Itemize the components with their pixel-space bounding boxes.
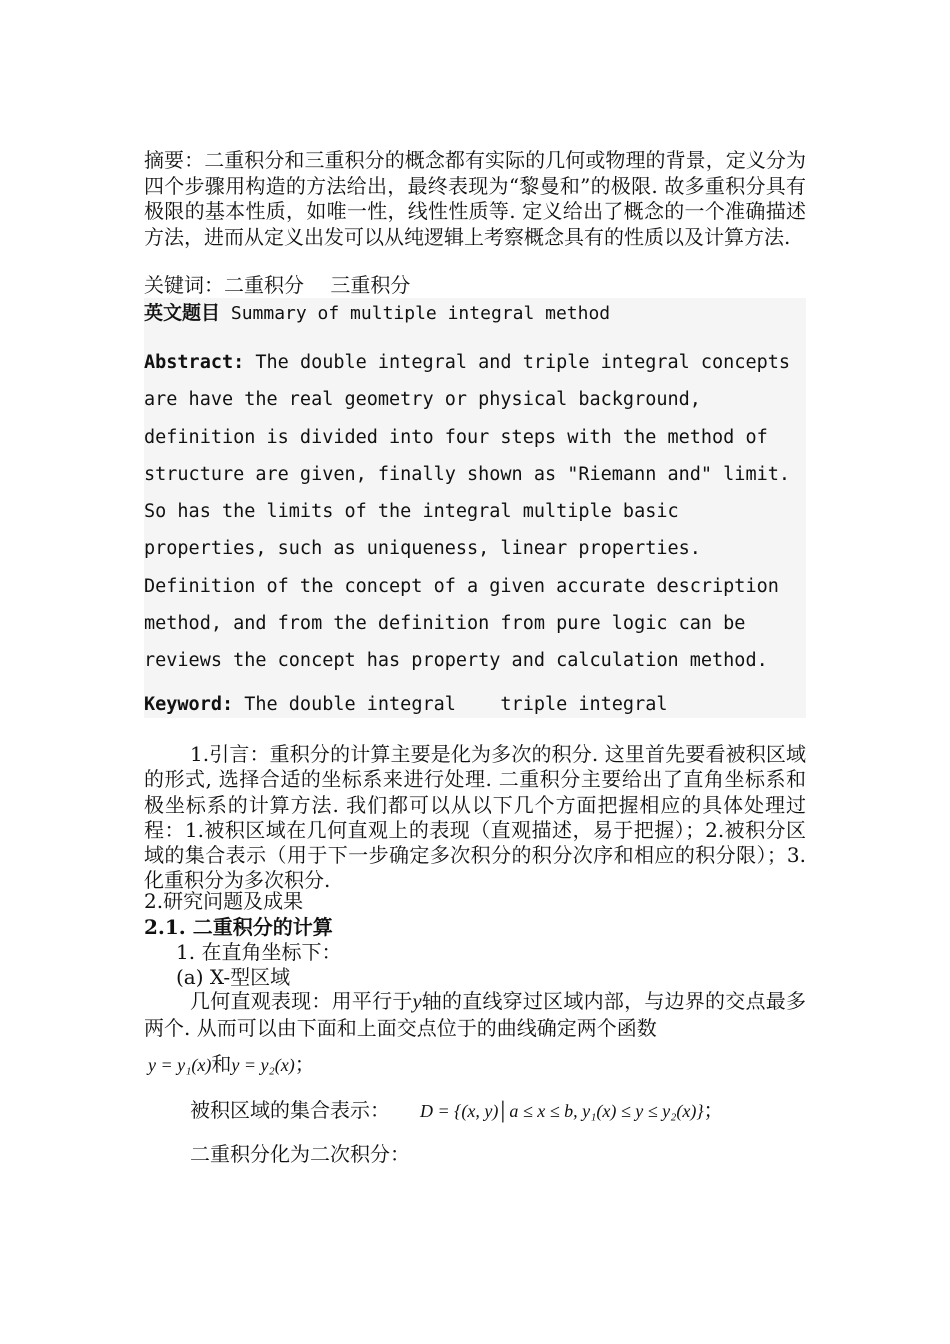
- english-abstract-label: Abstract:: [144, 352, 245, 373]
- set-formula: D = {(x, y)│a ≤ x ≤ b, y₁(x) ≤ y ≤ y₂(x)}: [420, 1101, 704, 1121]
- section-2-title: 2.研究问题及成果: [144, 889, 304, 913]
- chinese-abstract: [144, 148, 806, 250]
- english-title-label: 英文题目: [144, 302, 221, 324]
- section-2-1-heading: 2.1. 二重积分的计算: [144, 915, 333, 939]
- english-keyword-text: The double integral triple integral: [233, 694, 668, 715]
- keywords-items: 二重积分 三重积分: [224, 273, 411, 297]
- introduction-paragraph: 1.引言：重积分的计算主要是化为多次的积分. 这里首先要看被积区域的形式, 选择合适的坐标系来进行处理. 二重积分主要给出了直角坐标系和极坐标系的计算方法. 我们都可以从以下几个方面把握相应的具体处理过程：1.被积区域在几何直观上的表现（直观描述，易于把握）；2.被积分区域的集合表示（用于下一步确定多次积分的积分次序和相应的积分限）；3.化重积分为多次积分.: [144, 742, 806, 893]
- set-end: ；: [703, 1098, 724, 1122]
- formula-y2: y = y₂(x): [231, 1055, 295, 1075]
- chinese-keywords: [144, 273, 806, 298]
- abstract-text: 二重积分和三重积分的概念都有实际的几何或物理的背景，定义分为四个步骤用构造的方法给出，最终表现为“黎曼和”的极限. 故多重积分具有极限的基本性质，如唯一性，线性性质等. 定义给出了概念的一个准确描述方法，进而从定义出发可以从纯逻辑上考察概念具有的性质以及计算方法.: [144, 148, 806, 249]
- english-keywords: [144, 693, 806, 717]
- english-title: [144, 300, 806, 326]
- keywords-label: 关键词：: [144, 273, 224, 297]
- abstract-label: 摘要：: [144, 148, 205, 172]
- english-abstract: [144, 344, 806, 680]
- english-abstract-text: The double integral and triple integral concepts are have the real geometry or physical background, definition is divided into four steps with the method of structure are given, finally shown as "Riemann and" limit. So has the limits of the integral multiple basic properties, such as uniqueness, linear properties. Definition of the concept of a given accurate description method, and from the definition from pure logic can be reviews the concept has property and calculation method.: [144, 352, 791, 672]
- geometric-description: [144, 989, 806, 1041]
- geo-variable: y: [412, 991, 422, 1013]
- item-1-rectangular: 1. 在直角坐标下：: [176, 940, 342, 964]
- english-title-value: Summary of multiple integral method: [220, 303, 611, 324]
- english-abstract-box: [144, 298, 806, 718]
- item-a-x-type: (a) X-型区域: [176, 965, 291, 989]
- geo-text-2: 轴的直线穿过区域内部，与边界的交点最多两个. 从而可以由下面和上面交点位于的曲线确定两个函数: [144, 989, 807, 1040]
- set-label: 被积区域的集合表示：: [190, 1098, 390, 1122]
- geo-text-1: 几何直观表现：用平行于: [190, 989, 413, 1013]
- iterated-integral-label: 二重积分化为二次积分：: [190, 1142, 410, 1166]
- formula-end: ；: [294, 1052, 315, 1076]
- english-keyword-label: Keyword:: [144, 694, 234, 715]
- formula-y1: y = y₁(x): [148, 1055, 212, 1075]
- function-definitions: [148, 1050, 315, 1079]
- set-representation: [190, 1095, 724, 1126]
- formula-and: 和: [211, 1052, 232, 1076]
